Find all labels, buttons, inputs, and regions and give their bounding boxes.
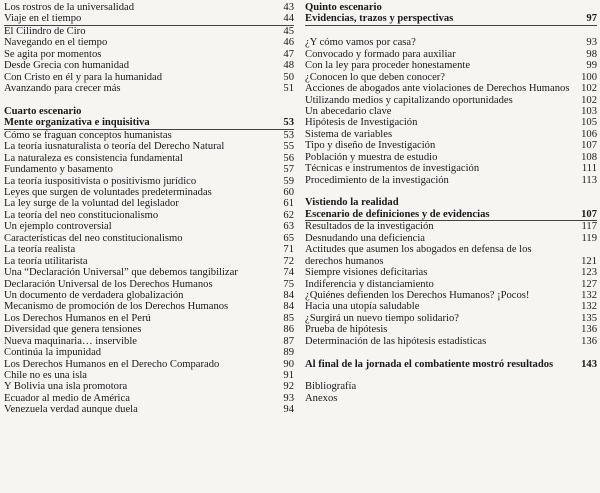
toc-entry-title: Siempre visiones deficitarias: [305, 267, 428, 279]
toc-entry: [4, 290, 294, 301]
toc-entry-title: Evidencias, trazos y perspectivas: [305, 13, 454, 25]
toc-page-number: 107: [581, 140, 597, 152]
toc-entry: [305, 140, 597, 151]
toc-page-number: 111: [581, 163, 597, 175]
toc-entry-title: Vistiendo la realidad: [305, 197, 399, 209]
toc-entry: [4, 13, 294, 25]
toc-entry-title: El Cilindro de Ciro: [4, 25, 86, 37]
toc-page-number: 63: [283, 221, 294, 233]
toc-entry-title: Diversidad que genera tensiones: [4, 324, 142, 336]
toc-entry: [305, 26, 597, 37]
toc-entry-title: ¿Surgirá un nuevo tiempo solidario?: [305, 312, 459, 324]
toc-page-number: 98: [586, 48, 597, 60]
toc-entry-title: Un abecedario clave: [305, 105, 392, 117]
toc-entry-title: Con la ley para proceder honestamente: [305, 60, 471, 72]
toc-page-number: 143: [581, 358, 597, 370]
toc-entry-title: Nueva maquinaria… inservible: [4, 335, 137, 347]
toc-page-number: 74: [283, 267, 294, 279]
toc-entry-title: Los rostros de la universalidad: [4, 2, 135, 13]
toc-entry-title: Navegando en el tiempo: [4, 37, 108, 49]
toc-page-number: 108: [581, 151, 597, 163]
toc-entry-title: Con Cristo en él y para la humanidad: [4, 71, 162, 83]
toc-section-heading: [4, 106, 294, 117]
toc-entry-title: La teoría iuspositivista o positivismo jurídico: [4, 175, 197, 187]
toc-page-number: 136: [581, 335, 597, 347]
toc-entry-title: Los Derechos Humanos en el Perú: [4, 312, 151, 324]
toc-page-number: 121: [581, 255, 597, 267]
toc-entry-title: Ecuador al medio de América: [4, 392, 130, 404]
toc-entry-title: Un ejemplo controversial: [4, 221, 112, 233]
toc-entry: [4, 153, 294, 164]
toc-entry: [4, 393, 294, 404]
toc-page-number: 91: [283, 370, 294, 381]
toc-entry: [4, 72, 294, 83]
toc-entry-title: Población y muestra de estudio: [305, 151, 438, 163]
toc-entry-title: Hipótesis de Investigación: [305, 117, 418, 129]
toc-entry: [305, 370, 597, 381]
toc-entry-title: Convocado y formado para auxiliar: [305, 48, 456, 60]
toc-entry-title: derechos humanos: [305, 255, 384, 267]
toc-entry-title: Declaración Universal de los Derechos Humanos: [4, 278, 213, 290]
toc-entry-title: ¿Conocen lo que deben conocer?: [305, 71, 446, 83]
toc-entry-title: Acciones de abogados ante violaciones de Derechos Humanos: [305, 83, 570, 95]
toc-entry-title: La naturaleza es consistencia fundamental: [4, 152, 183, 164]
toc-entry-title: La teoría del neo constitucionalismo: [4, 209, 159, 221]
toc-page-number: 136: [581, 324, 597, 336]
toc-page-number: 86: [283, 324, 294, 336]
toc-entry-title: Cuarto escenario: [4, 105, 82, 117]
toc-entry: [305, 313, 597, 324]
toc-page-number: 132: [581, 301, 597, 313]
toc-entry: [4, 60, 294, 71]
toc-entry: [305, 49, 597, 60]
toc-page-number: 56: [283, 152, 294, 164]
toc-entry: [305, 290, 597, 301]
toc-entry-title: Resultados de la investigación: [305, 221, 434, 233]
toc-entry: [4, 381, 294, 392]
toc-entry-title: La teoría iusnaturalista o teoría del Derecho Natural: [4, 141, 225, 153]
toc-entry: [4, 359, 294, 370]
toc-entry: [305, 95, 597, 106]
toc-entry: [305, 279, 597, 290]
toc-entry-title: Bibliografía: [305, 381, 357, 393]
toc-entry-title: Prueba de hipótesis: [305, 324, 388, 336]
toc-right-column: [305, 2, 597, 404]
toc-page-number: 127: [581, 278, 597, 290]
toc-entry-title: Una “Declaración Universal” que debemos tangibilizar: [4, 267, 238, 279]
toc-page-number: 99: [586, 60, 597, 72]
toc-page-number: 50: [283, 71, 294, 83]
toc-entry-title: Desde Grecia con humanidad: [4, 60, 130, 72]
toc-entry: [4, 176, 294, 187]
toc-entry: [4, 267, 294, 278]
toc-page-number: 65: [283, 232, 294, 244]
toc-entry-title: Venezuela verdad aunque duela: [4, 404, 138, 416]
toc-page-number: 135: [581, 312, 597, 324]
toc-entry-title: Al final de la jornada el combatiente mostró resultados: [305, 358, 554, 370]
toc-entry: [305, 301, 597, 312]
toc-entry: [305, 106, 597, 117]
toc-left-column: [4, 2, 294, 416]
toc-entry: [305, 244, 597, 255]
toc-entry-title: Mente organizativa e inquisitiva: [4, 117, 150, 129]
toc-entry-title: Continúa la impunidad: [4, 347, 102, 359]
toc-page-number: 47: [283, 48, 294, 60]
toc-page-number: 93: [586, 37, 597, 49]
toc-entry: [4, 187, 294, 198]
toc-page-number: 72: [283, 255, 294, 267]
toc-entry: [305, 347, 597, 358]
toc-entry-title: Se agita por momentos: [4, 48, 102, 60]
toc-page-number: 60: [283, 187, 294, 198]
toc-entry-title: Chile no es una isla: [4, 370, 87, 381]
toc-page-number: 55: [283, 141, 294, 153]
toc-entry-title: Viaje en el tiempo: [4, 13, 82, 25]
toc-page-number: 53: [283, 129, 294, 141]
toc-section-heading: [305, 197, 597, 208]
toc-entry: [305, 233, 597, 244]
toc-entry: [4, 198, 294, 209]
toc-page-number: 113: [581, 174, 597, 186]
toc-entry: [305, 152, 597, 163]
toc-page-number: 75: [283, 278, 294, 290]
toc-entry-title: Leyes que surgen de voluntades predeterminadas: [4, 187, 212, 198]
toc-page-number: 92: [283, 381, 294, 393]
toc-page-number: 119: [581, 232, 597, 244]
toc-entry: [4, 164, 294, 175]
toc-entry-title: Procedimiento de la investigación: [305, 174, 449, 186]
toc-entry: [4, 95, 294, 106]
toc-entry-title: Un documento de verdadera globalización: [4, 289, 184, 301]
toc-entry-title: La teoría realista: [4, 244, 76, 256]
toc-entry: [4, 301, 294, 312]
toc-section-heading: [305, 13, 597, 25]
toc-entry-title: Anexos: [305, 392, 338, 404]
toc-entry: [4, 49, 294, 60]
toc-entry: [4, 347, 294, 358]
toc-entry: [4, 141, 294, 152]
toc-entry: [4, 130, 294, 141]
toc-entry: [4, 256, 294, 267]
toc-page-number: 85: [283, 312, 294, 324]
toc-page-number: 44: [283, 13, 294, 25]
toc-page-number: 105: [581, 117, 597, 129]
toc-page-number: 84: [283, 289, 294, 301]
toc-entry: [305, 163, 597, 174]
toc-page-number: 117: [581, 221, 597, 233]
toc-entry: [4, 313, 294, 324]
toc-entry-title: Quinto escenario: [305, 2, 382, 13]
toc-entry: [305, 324, 597, 335]
toc-page-number: 90: [283, 358, 294, 370]
toc-entry-title: La ley surge de la voluntad del legislador: [4, 198, 179, 210]
toc-page-number: 93: [283, 392, 294, 404]
toc-entry: [4, 244, 294, 255]
toc-entry-title: Los Derechos Humanos en el Derecho Comparado: [4, 358, 220, 370]
toc-entry: [4, 83, 294, 94]
toc-page-number: 87: [283, 335, 294, 347]
toc-entry-title: Sistema de variables: [305, 128, 393, 140]
toc-page-number: 103: [581, 105, 597, 117]
toc-entry-title: Hacia una utopía saludable: [305, 301, 420, 313]
toc-entry-title: Tipo y diseño de Investigación: [305, 140, 436, 152]
toc-entry-title: Utilizando medios y capitalizando oportunidades: [305, 94, 513, 106]
toc-page-number: 51: [283, 83, 294, 95]
toc-page-number: 102: [581, 94, 597, 106]
toc-entry-title: Avanzando para crecer más: [4, 83, 121, 95]
toc-page-number: 62: [283, 209, 294, 221]
toc-entry: [305, 129, 597, 140]
toc-page-number: 94: [283, 404, 294, 416]
toc-entry: [4, 324, 294, 335]
toc-entry: [305, 221, 597, 232]
toc-entry-title: Indiferencia y distanciamiento: [305, 278, 434, 290]
toc-entry: [4, 37, 294, 48]
toc-entry-title: Actitudes que asumen los abogados en defensa de los: [305, 244, 532, 256]
toc-entry: [305, 256, 597, 267]
toc-page-number: 57: [283, 164, 294, 176]
toc-entry-title: ¿Y cómo vamos por casa?: [305, 37, 416, 49]
toc-page-number: 97: [586, 13, 597, 25]
toc-entry: [4, 210, 294, 221]
toc-entry: [305, 393, 597, 404]
toc-entry: [4, 336, 294, 347]
toc-page-number: 43: [283, 2, 294, 13]
toc-entry: [305, 60, 597, 71]
toc-page-number: 123: [581, 267, 597, 279]
toc-page-number: 71: [283, 244, 294, 256]
toc-entry: [4, 2, 294, 13]
toc-page-number: 100: [581, 71, 597, 83]
toc-entry-title: Y Bolivia una isla promotora: [4, 381, 128, 393]
toc-entry-title: Cómo se fraguan conceptos humanistas: [4, 129, 172, 141]
toc-section-heading: [305, 359, 597, 370]
toc-page-number: 89: [283, 347, 294, 359]
toc-entry: [305, 37, 597, 48]
toc-section-heading: [4, 117, 294, 129]
toc-page-number: 45: [283, 25, 294, 37]
toc-entry: [305, 267, 597, 278]
toc-entry-title: Mecanismo de promoción de los Derechos Humanos: [4, 301, 229, 313]
toc-entry: [305, 336, 597, 347]
toc-page-number: 53: [283, 117, 294, 129]
toc-page-number: 46: [283, 37, 294, 49]
toc-entry: [305, 117, 597, 128]
toc-page-number: 48: [283, 60, 294, 72]
toc-entry-title: Desnudando una deficiencia: [305, 232, 426, 244]
toc-entry: [4, 279, 294, 290]
toc-entry-title: Técnicas e instrumentos de investigación: [305, 163, 480, 175]
toc-entry-title: Determinación de las hipótesis estadísticas: [305, 335, 487, 347]
toc-page-number: 107: [581, 208, 597, 220]
toc-entry: [305, 83, 597, 94]
toc-page-number: 61: [283, 198, 294, 210]
toc-page-number: 102: [581, 83, 597, 95]
toc-entry: [4, 404, 294, 415]
toc-entry: [305, 186, 597, 197]
toc-entry: [4, 370, 294, 381]
toc-section-heading: [305, 2, 597, 13]
toc-entry: [305, 175, 597, 186]
toc-page-number: 59: [283, 175, 294, 187]
toc-entry: [4, 26, 294, 37]
toc-page-number: 106: [581, 128, 597, 140]
toc-entry-title: Escenario de definiciones y de evidencias: [305, 208, 490, 220]
toc-entry: [305, 381, 597, 392]
toc-entry-title: Características del neo constitucionalismo: [4, 232, 183, 244]
toc-entry: [4, 233, 294, 244]
toc-section-heading: [305, 209, 597, 221]
toc-entry: [4, 221, 294, 232]
toc-entry: [305, 72, 597, 83]
toc-page-number: 132: [581, 289, 597, 301]
toc-page-number: 84: [283, 301, 294, 313]
toc-entry-title: ¿Quiénes defienden los Derechos Humanos? ¡Pocos!: [305, 289, 530, 301]
toc-entry-title: La teoría utilitarista: [4, 255, 88, 267]
toc-entry-title: Fundamento y basamento: [4, 164, 113, 176]
